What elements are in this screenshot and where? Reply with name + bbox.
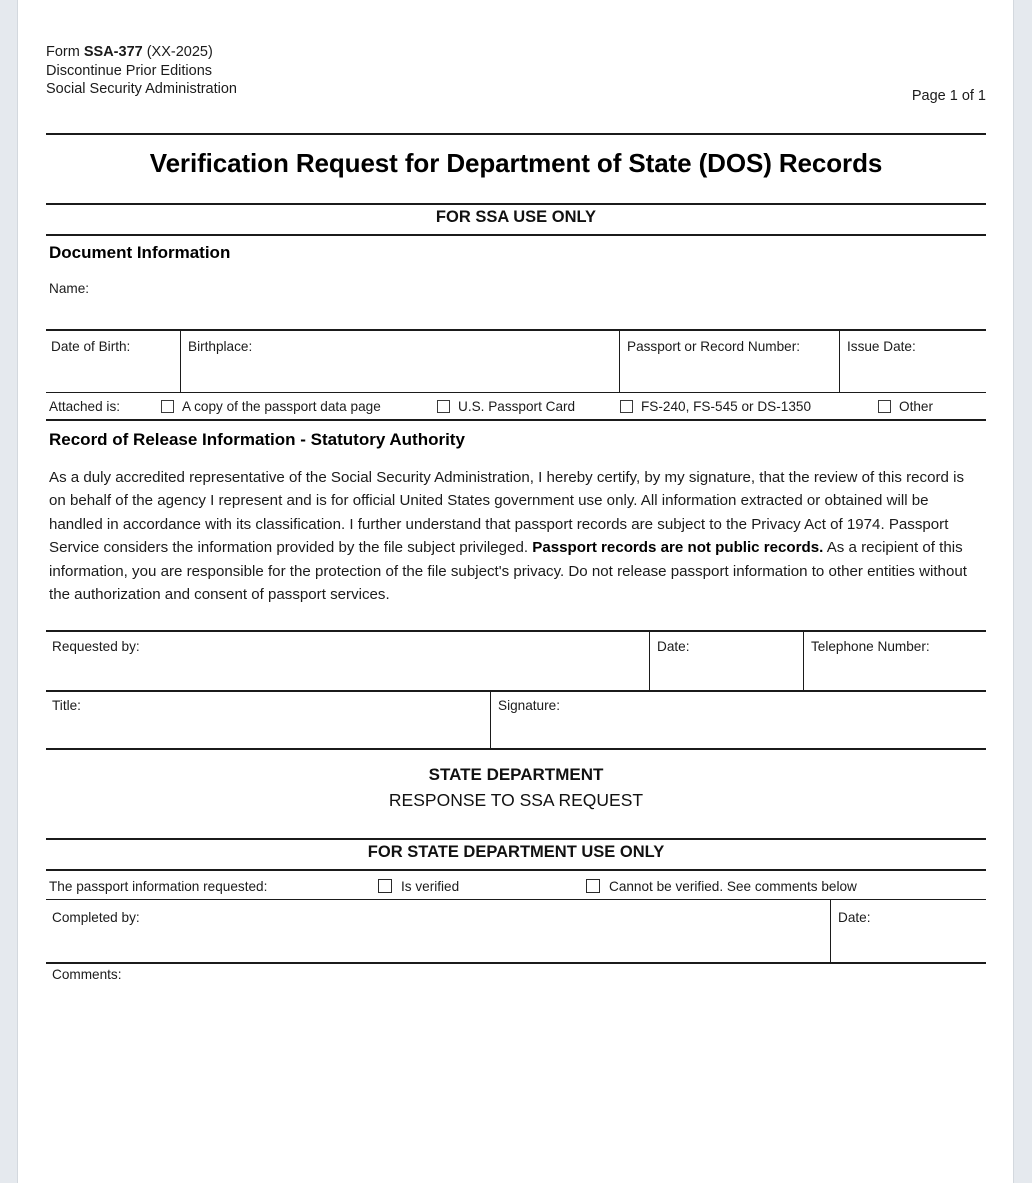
birthplace-label: Birthplace:: [188, 339, 253, 354]
form-number-text: SSA-377: [83, 44, 143, 60]
checkbox-label-other-attachment[interactable]: Other: [899, 399, 933, 414]
form-prefix-text: Form: [46, 44, 84, 60]
birthplace-input-area[interactable]: [188, 355, 648, 388]
statutory-authority-paragraph: [49, 466, 977, 606]
attached-row-top-rule: [46, 392, 986, 393]
date-of-birth-input-area[interactable]: [51, 355, 176, 388]
state-department-subheading: RESPONSE TO SSA REQUEST: [388, 790, 644, 810]
agency-name-text: Social Security Administration: [46, 81, 237, 97]
comments-input-area[interactable]: [52, 988, 977, 1178]
dob-birthplace-divider: [180, 330, 181, 392]
paragraph-text-part-1: As a duly accredited representative of the Social Security Administration, I hereby certify, by my signature, that the review of this record is on behalf of the agency I represent and is for official United States government use only. All information extracted or obtained will be handled in accordance with its classification. I further understand that passport records are subject to the Privacy Act of 1974. Passport Service considers the information provided by the file subject privileged.: [49, 469, 964, 557]
completedby-date-divider: [830, 900, 831, 962]
title-label: Title:: [52, 698, 81, 713]
requested-by-input-area[interactable]: [52, 656, 642, 688]
name-input-area[interactable]: [49, 296, 974, 324]
checkbox-us-passport-card[interactable]: [437, 400, 450, 413]
form-revision-text: (XX-2025): [142, 44, 213, 60]
passport-information-requested-label: The passport information requested:: [49, 879, 268, 894]
requested-date-input-area[interactable]: [657, 656, 797, 688]
state-band-top-rule: [46, 838, 986, 840]
checkbox-passport-data-page[interactable]: [161, 400, 174, 413]
document-information-heading: Document Information: [49, 243, 231, 262]
state-department-heading: STATE DEPARTMENT: [428, 765, 604, 784]
dob-row-top-rule: [46, 329, 986, 331]
requested-date-label: Date:: [657, 639, 690, 654]
requested-by-row-top-rule: [46, 630, 986, 632]
checkbox-cannot-be-verified[interactable]: [586, 879, 600, 893]
page-indicator: Page 1 of 1: [911, 88, 986, 104]
passport-issuedate-divider: [839, 330, 840, 392]
issue-date-input-area[interactable]: [847, 355, 977, 388]
title-bottom-rule: [46, 203, 986, 205]
ssa-use-only-band: FOR SSA USE ONLY: [435, 208, 597, 226]
checkbox-label-cannot-be-verified[interactable]: Cannot be verified. See comments below: [609, 879, 857, 894]
form-number-line: [46, 43, 986, 62]
issue-date-label: Issue Date:: [847, 339, 916, 354]
checkbox-label-is-verified[interactable]: Is verified: [401, 879, 460, 894]
paragraph-bold-emphasis: Passport records are not public records.: [532, 539, 824, 557]
attached-row-bottom-rule: [46, 419, 986, 421]
state-department-use-only-band: FOR STATE DEPARTMENT USE ONLY: [367, 843, 665, 861]
completed-date-input-area[interactable]: [838, 927, 977, 959]
checkbox-label-fs240-fs545-ds1350[interactable]: FS-240, FS-545 or DS-1350: [641, 399, 812, 414]
title-row-bottom-rule: [46, 748, 986, 750]
completed-by-row-top-rule: [46, 899, 986, 900]
checkbox-label-us-passport-card[interactable]: U.S. Passport Card: [458, 399, 576, 414]
checkbox-fs240-fs545-ds1350[interactable]: [620, 400, 633, 413]
checkbox-other-attachment[interactable]: [878, 400, 891, 413]
page-content-area: [46, 0, 986, 1183]
comments-label: Comments:: [52, 967, 122, 982]
document-page: [18, 0, 1013, 1183]
name-label: Name:: [49, 281, 90, 296]
record-of-release-heading: Record of Release Information - Statutory Authority: [49, 430, 465, 449]
date-of-birth-label: Date of Birth:: [51, 339, 131, 354]
attached-is-label: Attached is:: [49, 399, 121, 414]
date-telephone-divider: [803, 631, 804, 691]
telephone-number-input-area[interactable]: [811, 656, 977, 688]
page-title: Verification Request for Department of State (DOS) Records: [149, 148, 883, 178]
completed-date-label: Date:: [838, 910, 871, 925]
paragraph-text-part-2: As a recipient of this information, you are responsible for the protection of the file subject's privacy. Do not release passport information to other entities without the authorization and consent of passport services.: [49, 539, 967, 604]
completed-by-label: Completed by:: [52, 910, 140, 925]
telephone-number-label: Telephone Number:: [811, 639, 930, 654]
requestedby-date-divider: [649, 631, 650, 691]
comments-row-top-rule: [46, 962, 986, 964]
ssa-band-bottom-rule: [46, 234, 986, 236]
checkbox-label-passport-data-page[interactable]: A copy of the passport data page: [182, 399, 381, 414]
checkbox-is-verified[interactable]: [378, 879, 392, 893]
completed-by-input-area[interactable]: [52, 927, 822, 959]
form-header-block: [46, 43, 986, 99]
signature-input-area[interactable]: [498, 714, 977, 746]
title-signature-divider: [490, 691, 491, 749]
passport-or-record-number-label: Passport or Record Number:: [627, 339, 801, 354]
passport-or-record-number-input-area[interactable]: [627, 355, 831, 388]
birthplace-passport-divider: [619, 330, 620, 392]
discontinue-prior-editions-text: Discontinue Prior Editions: [46, 62, 213, 79]
header-divider-rule: [46, 133, 986, 135]
title-row-top-rule: [46, 690, 986, 692]
state-band-bottom-rule: [46, 869, 986, 871]
requested-by-label: Requested by:: [52, 639, 140, 654]
signature-label: Signature:: [498, 698, 560, 713]
title-input-area[interactable]: [52, 714, 482, 746]
